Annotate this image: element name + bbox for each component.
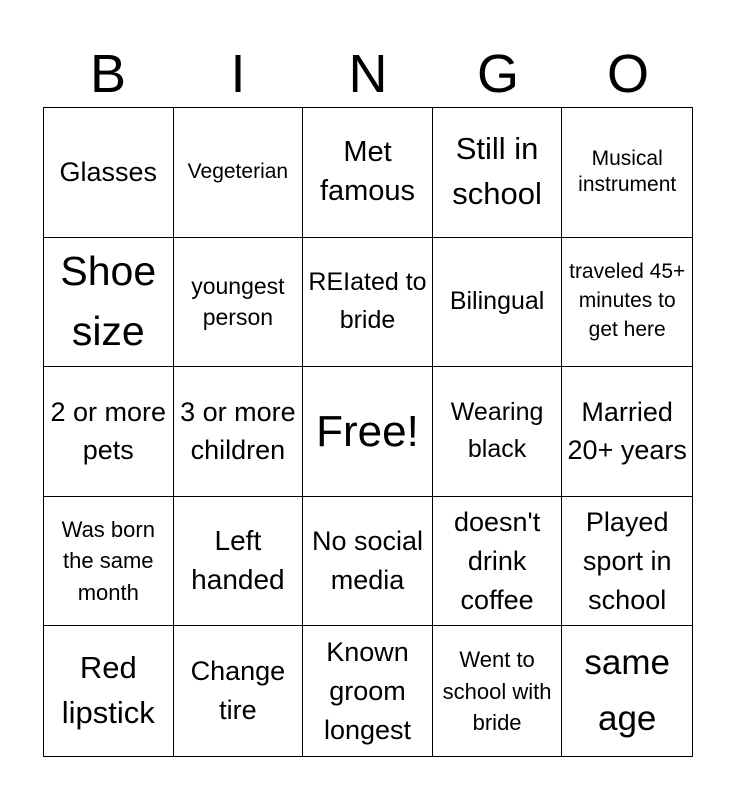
- bingo-cell-r5-c3[interactable]: [303, 626, 433, 756]
- cell-label: traveled 45+ minutes to get here: [569, 260, 686, 342]
- bingo-cell-r2-c5[interactable]: [562, 238, 692, 368]
- cell-label: Married 20+ years: [567, 396, 687, 466]
- cell-label: Red lipstick: [61, 650, 155, 731]
- bingo-cell-r5-c2[interactable]: [174, 626, 304, 756]
- cell-label: doesn't drink coffee: [453, 506, 541, 615]
- bingo-cell-r1-c1[interactable]: [44, 108, 174, 238]
- header-letter-i: I: [230, 44, 246, 104]
- bingo-header: [43, 40, 693, 108]
- bingo-cell-r2-c2[interactable]: [174, 238, 304, 368]
- cell-label: REIated to bride: [308, 268, 427, 334]
- bingo-cell-r2-c4[interactable]: [433, 238, 563, 368]
- bingo-cell-r4-c3[interactable]: [303, 497, 433, 627]
- bingo-cell-r3-c1[interactable]: [44, 367, 174, 497]
- bingo-cell-r1-c4[interactable]: [433, 108, 563, 238]
- cell-label: Still in school: [452, 131, 542, 212]
- cell-label: 3 or more children: [180, 396, 296, 466]
- cell-label: Wearing black: [450, 397, 544, 464]
- header-letter-b: B: [89, 44, 127, 104]
- bingo-board: [43, 107, 693, 757]
- bingo-cell-r1-c3[interactable]: [303, 108, 433, 238]
- bingo-cell-r4-c4[interactable]: [433, 497, 563, 627]
- cell-label: Was born the same month: [61, 517, 155, 605]
- bingo-cell-r2-c1[interactable]: [44, 238, 174, 368]
- cell-label: Went to school with bride: [442, 647, 552, 735]
- bingo-cell-r5-c5[interactable]: [562, 626, 692, 756]
- bingo-cell-r4-c1[interactable]: [44, 497, 174, 627]
- bingo-cell-r2-c3[interactable]: [303, 238, 433, 368]
- bingo-cell-r3-c4[interactable]: [433, 367, 563, 497]
- cell-label: Glasses: [59, 156, 158, 187]
- cell-label: youngest person: [191, 273, 285, 330]
- cell-label: Left handed: [191, 525, 285, 596]
- cell-label: 2 or more pets: [50, 396, 167, 466]
- header-letter-n: N: [348, 44, 388, 104]
- header-letter-g: G: [476, 44, 519, 104]
- bingo-cell-r3-c5[interactable]: [562, 367, 692, 497]
- bingo-cell-r1-c5[interactable]: [562, 108, 692, 238]
- cell-label: Free!: [316, 406, 419, 456]
- bingo-cell-r4-c5[interactable]: [562, 497, 692, 627]
- cell-label: Played sport in school: [582, 506, 672, 615]
- cell-label: Bilingual: [449, 287, 545, 316]
- cell-label: Known groom longest: [323, 636, 412, 745]
- bingo-cell-r3-c2[interactable]: [174, 367, 304, 497]
- cell-label: Change tire: [190, 656, 286, 726]
- bingo-cell-r3-c3[interactable]: [303, 367, 433, 497]
- cell-label: Met famous: [319, 136, 416, 208]
- bingo-cell-r5-c4[interactable]: [433, 626, 563, 756]
- cell-label: No social media: [311, 526, 424, 596]
- cell-label: same age: [584, 643, 670, 739]
- bingo-cell-r5-c1[interactable]: [44, 626, 174, 756]
- cell-label: Vegeterian: [187, 160, 289, 184]
- cell-label: Musical instrument: [578, 147, 677, 197]
- header-letter-o: O: [606, 44, 649, 104]
- bingo-cell-r1-c2[interactable]: [174, 108, 304, 238]
- cell-label: Shoe size: [60, 248, 157, 354]
- bingo-cell-r4-c2[interactable]: [174, 497, 304, 627]
